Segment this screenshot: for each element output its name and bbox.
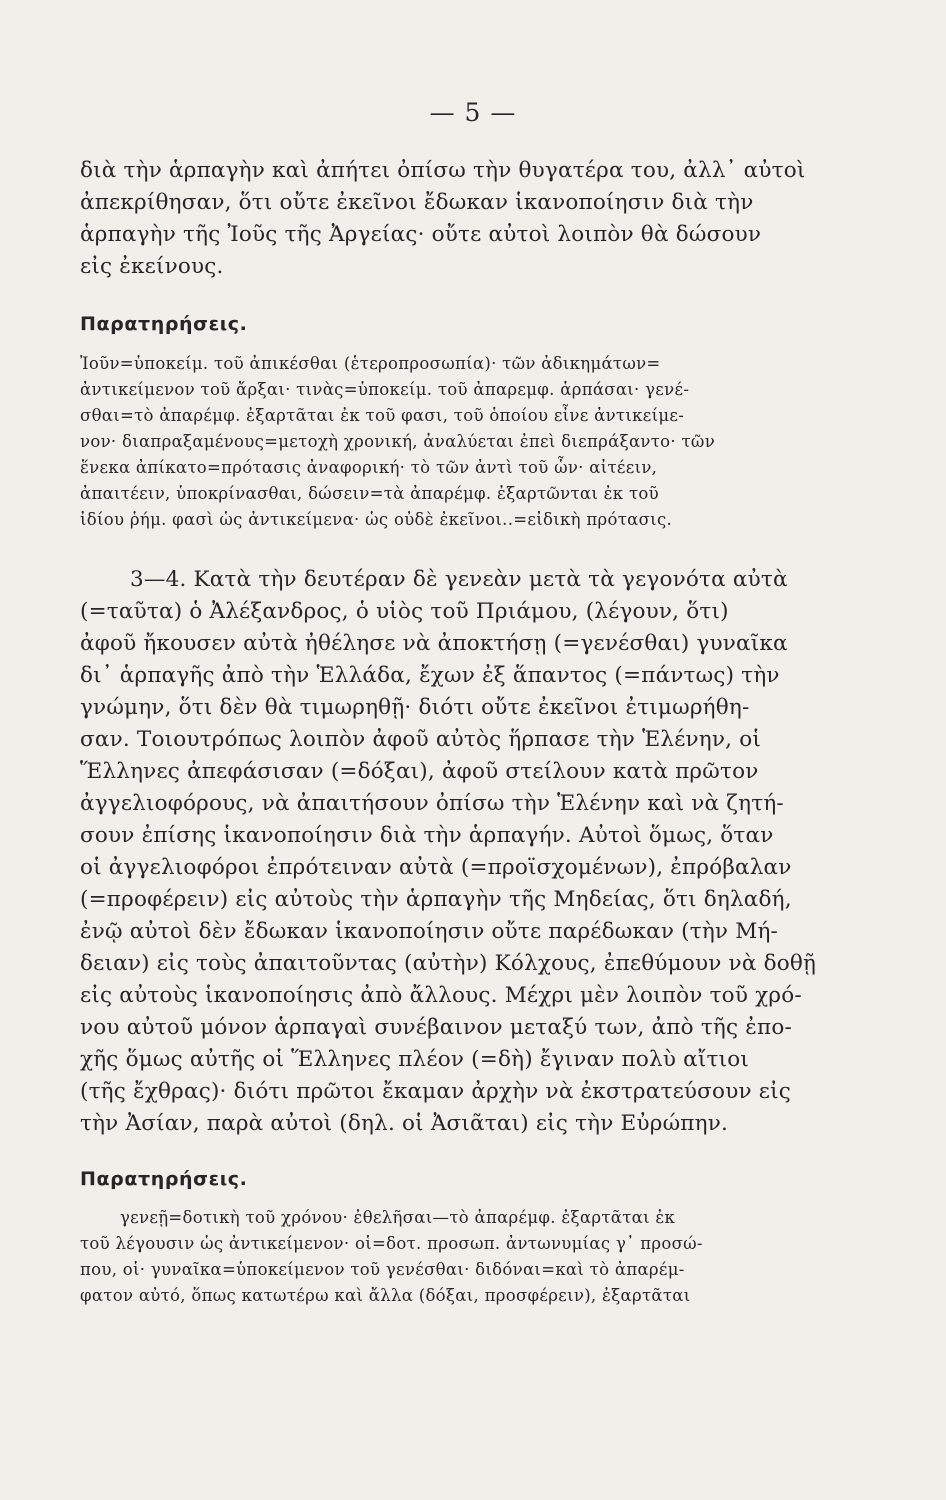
text-line: ἀπεκρίθησαν, ὅτι οὔτε ἐκεῖνοι ἔδωκαν ἱκανοποίησιν διὰ τὴν xyxy=(80,190,754,215)
text-line: χῆς ὅμως αὐτῆς οἱ Ἕλληνες πλέον (=δὴ) ἔγιναν πολὺ αἴτιοι xyxy=(80,1047,749,1072)
text-line: ἀφοῦ ἤκουσεν αὐτὰ ἠθέλησε νὰ ἀποκτήσῃ (=γενέσθαι) γυναῖκα xyxy=(80,631,788,656)
text-line: ἐνῷ αὐτοὶ δὲν ἔδωκαν ἱκανοποίησιν οὔτε παρέδωκαν (τὴν Μή- xyxy=(80,919,778,944)
text-line: σαν. Τοιουτρόπως λοιπὸν ἀφοῦ αὐτὸς ἥρπασε τὴν Ἑλένην, οἱ xyxy=(80,727,761,752)
text-line: διὰ τὴν ἁρπαγὴν καὶ ἀπήτει ὀπίσω τὴν θυγατέρα του, ἀλλ᾽ αὐτοὶ xyxy=(80,158,806,183)
section-heading: Παρατηρήσεις. xyxy=(80,1168,248,1190)
text-line: δι᾽ ἁρπαγῆς ἀπὸ τὴν Ἑλλάδα, ἔχων ἐξ ἅπαντος (=πάντως) τὴν xyxy=(80,663,780,688)
note-line: ἀντικείμενον τοῦ ἄρξαι· τινὰς=ὑποκείμ. τοῦ ἀπαρεμφ. ἁρπάσαι· γενέ- xyxy=(80,380,690,399)
text-line: ἁρπαγὴν τῆς Ἰοῦς τῆς Ἀργείας· οὔτε αὐτοὶ λοιπὸν θὰ δώσουν xyxy=(80,222,762,247)
note-line: τοῦ λέγουσιν ὡς ἀντικείμενον· οἱ=δοτ. προσωπ. ἀντωνυμίας γ᾽ προσώ- xyxy=(80,1234,703,1253)
note-line: γενεῇ=δοτικὴ τοῦ χρόνου· ἐθελῆσαι—τὸ ἀπαρέμφ. ἐξαρτᾶται ἐκ xyxy=(120,1208,676,1227)
note-line: φατον αὐτό, ὅπως κατωτέρω καὶ ἄλλα (δόξαι, προσφέρειν), ἐξαρτᾶται xyxy=(80,1286,691,1305)
page-number: — 5 — xyxy=(429,98,517,127)
note-line: νον· διαπραξαμένους=μετοχὴ χρονική, ἀναλύεται ἐπεὶ διεπράξαντο· τῶν xyxy=(80,432,716,451)
text-line: δειαν) εἰς τοὺς ἀπαιτοῦντας (αὐτὴν) Κόλχους, ἐπεθύμουν νὰ δοθῇ xyxy=(80,951,817,976)
text-line: Ἕλληνες ἀπεφάσισαν (=δόξαι), ἀφοῦ στείλουν κατὰ πρῶτον xyxy=(80,759,759,784)
text-line: 3—4. Κατὰ τὴν δευτέραν δὲ γενεὰν μετὰ τὰ γεγονότα αὐτὰ xyxy=(130,567,788,592)
text-line: ἀγγελιοφόρους, νὰ ἀπαιτήσουν ὀπίσω τὴν Ἑλένην καὶ νὰ ζητή- xyxy=(80,791,784,816)
text-line: νου αὐτοῦ μόνον ἁρπαγαὶ συνέβαινον μεταξύ των, ἀπὸ τῆς ἐπο- xyxy=(80,1015,792,1040)
text-line: (=προφέρειν) εἰς αὐτοὺς τὴν ἁρπαγὴν τῆς Μηδείας, ὅτι δηλαδή, xyxy=(80,887,792,912)
text-line: εἰς ἐκείνους. xyxy=(80,254,224,279)
text-line: (=ταῦτα) ὁ Ἀλέξανδρος, ὁ υἱὸς τοῦ Πριάμου, (λέγουν, ὅτι) xyxy=(80,599,729,624)
text-line: οἱ ἀγγελιοφόροι ἐπρότειναν αὐτὰ (=προϊσχομένων), ἐπρόβαλαν xyxy=(80,855,792,880)
note-line: σθαι=τὸ ἀπαρέμφ. ἐξαρτᾶται ἐκ τοῦ φασι, τοῦ ὁποίου εἶνε ἀντικείμε- xyxy=(80,406,685,425)
text-line: εἰς αὐτοὺς ἱκανοποίησις ἀπὸ ἄλλους. Μέχρι μὲν λοιπὸν τοῦ χρό- xyxy=(80,983,802,1008)
note-line: Ἰοῦν=ὑποκείμ. τοῦ ἀπικέσθαι (ἑτεροπροσωπία)· τῶν ἀδικημάτων= xyxy=(80,354,661,373)
text-line: τὴν Ἀσίαν, παρὰ αὐτοὶ (δηλ. οἱ Ἀσιᾶται) εἰς τὴν Εὐρώπην. xyxy=(80,1111,729,1136)
text-line: (τῆς ἔχθρας)· διότι πρῶτοι ἔκαμαν ἀρχὴν νὰ ἐκστρατεύσουν εἰς xyxy=(80,1079,791,1104)
section-heading: Παρατηρήσεις. xyxy=(80,313,248,335)
note-line: που, οἱ· γυναῖκα=ὑποκείμενον τοῦ γενέσθαι· διδόναι=καὶ τὸ ἀπαρέμ- xyxy=(80,1260,685,1279)
note-line: ἰδίου ῥήμ. φασὶ ὡς ἀντικείμενα· ὡς οὐδὲ ἐκεῖνοι..=εἰδικὴ πρότασις. xyxy=(80,510,673,529)
text-line: σουν ἐπίσης ἱκανοποίησιν διὰ τὴν ἁρπαγήν. Αὐτοὶ ὅμως, ὅταν xyxy=(80,823,774,848)
text-line: γνώμην, ὅτι δὲν θὰ τιμωρηθῇ· διότι οὔτε ἐκεῖνοι ἐτιμωρήθη- xyxy=(80,695,750,720)
note-line: ἀπαιτέειν, ὑποκρίνασθαι, δώσειν=τὰ ἀπαρέμφ. ἐξαρτῶνται ἐκ τοῦ xyxy=(80,484,659,503)
note-line: ἕνεκα ἀπίκατο=πρότασις ἀναφορική· τὸ τῶν ἀντὶ τοῦ ὧν· αἰτέειν, xyxy=(80,458,658,477)
